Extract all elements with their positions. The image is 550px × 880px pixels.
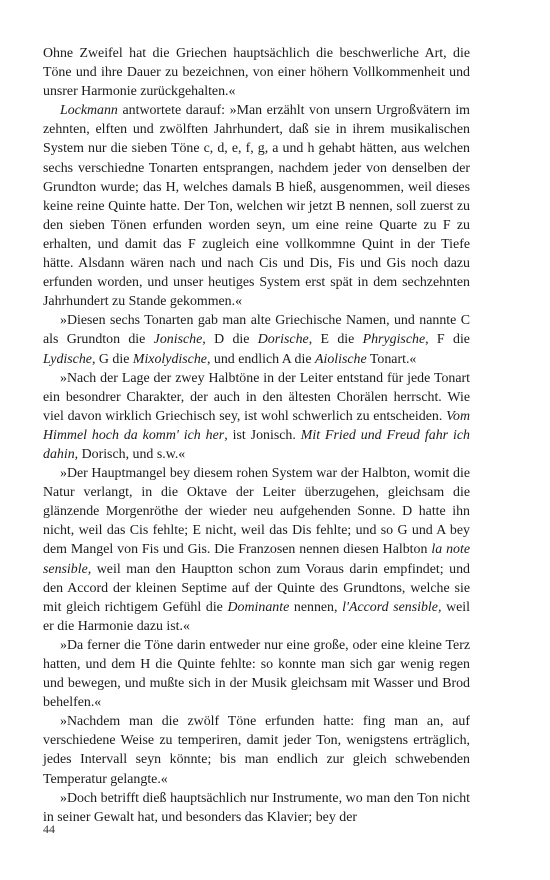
paragraph	[43, 44, 470, 101]
text-run: weil er die Harmonie dazu ist.«	[43, 599, 471, 634]
text-run: »Der Hauptmangel bey diesem rohen System war der Halbton, womit die Natur verlangt, in die Oktave der Leiter überzugehen, gleichsam die glänzende Morgenröthe der wieder neu aufgehenden Sonne. D hatte ihn nicht, weil das Cis fehlte; E nicht, weil das Dis fehlte; und so G und A bey dem Mangel von Fis und Gis. Die Franzosen nennen diesen Halbton	[43, 466, 470, 558]
italic-run: la note sensible,	[43, 542, 470, 577]
text-run: , Dorisch, und s.w.«	[74, 446, 186, 462]
text-run: , und endlich A die	[206, 351, 315, 367]
italic-run: Aiolische	[314, 351, 367, 367]
italic-run: Dominante	[227, 599, 290, 615]
italic-run: Vom Himmel hoch da komm' ich her	[43, 408, 470, 443]
body-text	[43, 44, 470, 827]
italic-run: Mixolydische	[132, 351, 207, 367]
italic-run: Lockmann	[60, 103, 118, 119]
text-run: weil man den Hauptton schon zum Voraus darin empfindet; und den Accord der kleinen Septime auf der Quinte des Grundtons, welche sie mit gleich richtigem Gefühl die	[43, 561, 470, 615]
text-run: Ohne Zweifel hat die Griechen hauptsächlich die beschwerliche Art, die Töne und ihre Dauer zu bezeichnen, von einer höhern Vollkommenheit und unsrer Harmonie zurückgehalten.«	[43, 46, 470, 100]
italic-run: Mit Fried und Freud fahr ich dahin	[43, 427, 470, 462]
paragraph	[43, 311, 470, 368]
paragraph	[43, 636, 470, 712]
paragraph	[43, 101, 470, 311]
text-run: »Da ferner die Töne darin entweder nur eine große, oder eine kleine Terz hatten, und dem H die Quinte fehlte: so konnte man sich gar wenig regen und bewegen, und mußte sich in der Musik gleichsam mit Wasser und Brod behelfen.«	[43, 637, 470, 711]
text-run: , F die	[425, 332, 470, 348]
text-run: »Nachdem man die zwölf Töne erfunden hatte: fing man an, auf verschiedene Weise zu temperiren, damit jeder Ton, wenigstens erträglich, jedes Intervall seyn könnte; bis man endlich zur gleich schwebenden Temperatur gelangte.«	[43, 714, 470, 787]
text-run: Tonart.«	[366, 351, 417, 367]
text-run: »Doch betrifft dieß hauptsächlich nur Instrumente, wo man den Ton nicht in seiner Gewalt hat, und besonders das Klavier; bey der	[43, 790, 470, 825]
italic-run: Phrygische	[362, 332, 426, 348]
text-run: »Nach der Lage der zwey Halbtöne in der Leiter entstand für jede Tonart ein besondrer Charakter, der auch in den ältesten Chorälen herrscht. Wie viel davon wirklich Griechisch sey, ist wohl schwerlich zu entscheiden.	[43, 370, 470, 424]
text-run: antwortete darauf: »Man erzählt von unsern Urgroßvätern im zehnten, elften und zwölften Jahrhundert, daß sie in ihrem musikalischen System nur die sieben Töne c, d, e, f, g, a und h gehabt hätten, aus welchen sechs verschiedne Tonarten entsprangen, nachdem jeder von denselben der Grundton wurde; das H, welches damals B hieß, ausgenommen, weil dieses keine reine Quinte hatte. Der Ton, welchen wir jetzt B nennen, soll zuerst zu den sieben Tönen erfunden worden seyn, um eine reine Quarte zu F zu erhalten, und damit das F zugleich eine vollkommne Quint in der Tiefe hätte. Alsdann wären nach und nach Cis und Dis, Fis und Gis noch dazu erfunden worden, und unser heutiges System erst spät in dem sechzehnten Jahrhundert zu Stande gekommen.«	[43, 103, 470, 310]
paragraph	[43, 712, 470, 788]
italic-run: l'Accord sensible,	[342, 599, 442, 615]
text-run: , ist Jonisch.	[224, 427, 301, 443]
italic-run: Jonische	[153, 332, 203, 348]
text-run: , D die	[202, 332, 258, 348]
italic-run: Lydische	[43, 351, 92, 367]
italic-run: Dorische	[257, 332, 309, 348]
text-run: nennen,	[289, 599, 343, 615]
text-run: , G die	[91, 351, 133, 367]
text-run: , E die	[308, 332, 363, 348]
paragraph	[43, 369, 470, 464]
paragraph	[43, 789, 470, 827]
paragraph	[43, 464, 470, 636]
text-run: »Diesen sechs Tonarten gab man alte Griechische Namen, und nannte C als Grundton die	[43, 313, 470, 348]
page-number: 44	[43, 822, 55, 836]
